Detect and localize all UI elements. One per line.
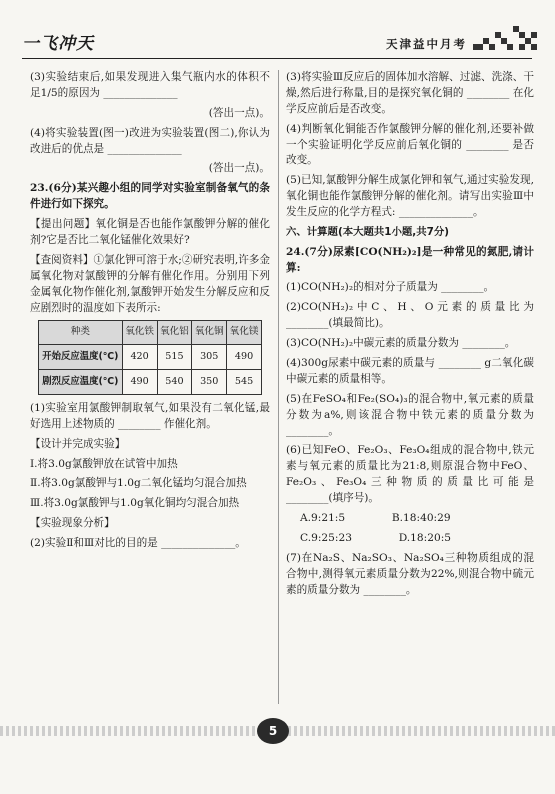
q24-part6-options-row1 <box>286 511 534 527</box>
q23-info: 【查阅资料】①氯化钾可溶于水;②研究表明,许多金属氧化物对氯酸钾的分解有催化作用。分别用下列金属氧化物作催化剂,氯酸钾开始发生分解反应和反应剧烈时的温度如下表所示: <box>30 253 270 314</box>
catalyst-temperature-table <box>38 320 262 394</box>
table-row <box>39 344 262 369</box>
q24-part2: (2)CO(NH₂)₂中C、H、O元素的质量比为 ________(填最简比)。 <box>286 301 534 330</box>
table-header-cell: 种类 <box>39 321 123 344</box>
table-cell: 540 <box>157 369 192 394</box>
table-cell: 545 <box>227 369 262 394</box>
header-rule <box>22 58 532 59</box>
option-b: B.18:40:29 <box>391 511 451 524</box>
q22-part4-note: (答出一点)。 <box>208 162 270 175</box>
table-header-cell: 氧化铝 <box>157 321 192 344</box>
section-6-heading: 六、计算题(本大题共1小题,共7分) <box>286 226 449 239</box>
q23-part5: (5)已知,氯酸钾分解生成氯化钾和氧气,通过实验发现,氧化铜也能作氯酸钾分解的催化剂。请写出实验Ⅲ中发生反应的化学方程式: ______________。 <box>286 174 534 219</box>
q22-part4: (4)将实验装置(图一)改进为实验装置(图二),你认为改进后的优点是 ______________ <box>30 126 270 155</box>
table-cell: 490 <box>227 344 262 369</box>
q24-part5: (5)在FeSO₄和Fe₂(SO₄)₃的混合物中,氧元素的质量分数为a%,则该混合物中铁元素的质量分数为 ________。 <box>286 392 534 437</box>
right-column <box>286 70 534 602</box>
page-footer <box>0 706 555 794</box>
table-header-cell: 氧化镁 <box>227 321 262 344</box>
page-header <box>0 0 555 72</box>
q24-part1: (1)CO(NH₂)₂的相对分子质量为 ________。 <box>286 281 495 294</box>
q23-design-heading: 【设计并完成实验】 <box>30 437 126 450</box>
table-header-cell: 氧化铁 <box>122 321 157 344</box>
q23-step3: Ⅲ.将3.0g氯酸钾与1.0g氧化铜均匀混合加热 <box>30 497 240 510</box>
option-a: A.9:21:5 <box>300 511 346 524</box>
q24-intro: 24.(7分)尿素[CO(NH₂)₂]是一种常见的氮肥,请计算: <box>286 245 534 274</box>
q23-problem: 【提出问题】氧化铜是否也能作氯酸钾分解的催化剂?它是否比二氧化锰催化效果好? <box>30 218 270 247</box>
q22-part3-note: (答出一点)。 <box>208 106 270 119</box>
q23-analysis-heading: 【实验现象分析】 <box>30 517 115 530</box>
page-number: 5 <box>257 718 289 744</box>
q23-intro: 23.(6分)某兴趣小组的同学对实验室制备氧气的条件进行如下探究。 <box>30 182 270 211</box>
table-cell: 420 <box>122 344 157 369</box>
column-divider <box>278 70 279 704</box>
left-column <box>30 70 270 556</box>
brand-logo: 一飞冲天 <box>22 34 94 54</box>
q24-part6-options-row2 <box>286 531 534 547</box>
q22-part3: (3)实验结束后,如果发现进入集气瓶内水的体积不足1/5的原因为 ______________ <box>30 71 270 99</box>
q23-part4: (4)判断氧化铜能否作氯酸钾分解的催化剂,还要补做一个实验证明化学反应前后氧化铜的 ________ 是否改变。 <box>286 122 534 167</box>
row-label: 剧烈反应温度(℃) <box>39 369 123 394</box>
table-header-cell: 氧化铜 <box>192 321 227 344</box>
table-cell: 490 <box>122 369 157 394</box>
exam-series-title: 天津益中月考 <box>386 37 467 51</box>
table-cell: 305 <box>192 344 227 369</box>
table-cell: 350 <box>192 369 227 394</box>
q24-part4: (4)300g尿素中碳元素的质量与 ________ g二氧化碳中碳元素的质量相等。 <box>286 356 534 385</box>
q23-step2: Ⅱ.将3.0g氯酸钾与1.0g二氧化锰均匀混合加热 <box>30 477 247 490</box>
checker-pattern-icon <box>473 22 539 56</box>
q24-part7: (7)在Na₂S、Na₂SO₃、Na₂SO₄三种物质组成的混合物中,测得氧元素质量分数为22%,则混合物中硫元素的质量分数为 ________。 <box>286 551 534 596</box>
option-c: C.9:25:23 <box>300 531 352 544</box>
row-label: 开始反应温度(℃) <box>39 344 123 369</box>
q23-part3: (3)将实验Ⅲ反应后的固体加水溶解、过滤、洗涤、干燥,然后进行称量,目的是探究氧化铜的 ________ 在化学反应前后是否改变。 <box>286 71 534 115</box>
q23-part1: (1)实验室用氯酸钾制取氧气,如果没有二氧化锰,最好选用上述物质的 ________ 作催化剂。 <box>30 401 270 430</box>
option-d: D.18:20:5 <box>398 531 452 544</box>
q24-part3: (3)CO(NH₂)₂中碳元素的质量分数为 ________。 <box>286 337 516 350</box>
q23-part2: (2)实验Ⅱ和Ⅲ对比的目的是 ______________。 <box>30 537 246 550</box>
table-cell: 515 <box>157 344 192 369</box>
table-row <box>39 369 262 394</box>
q24-part6: (6)已知FeO、Fe₂O₃、Fe₃O₄组成的混合物中,铁元素与氧元素的质量比为21:8,则原混合物中FeO、Fe₂O₃、Fe₃O₄三种物质的质量比可能是 ________(填序号)。 <box>286 444 534 505</box>
q23-step1: Ⅰ.将3.0g氯酸钾放在试管中加热 <box>30 457 178 470</box>
table-header-row <box>39 321 262 344</box>
